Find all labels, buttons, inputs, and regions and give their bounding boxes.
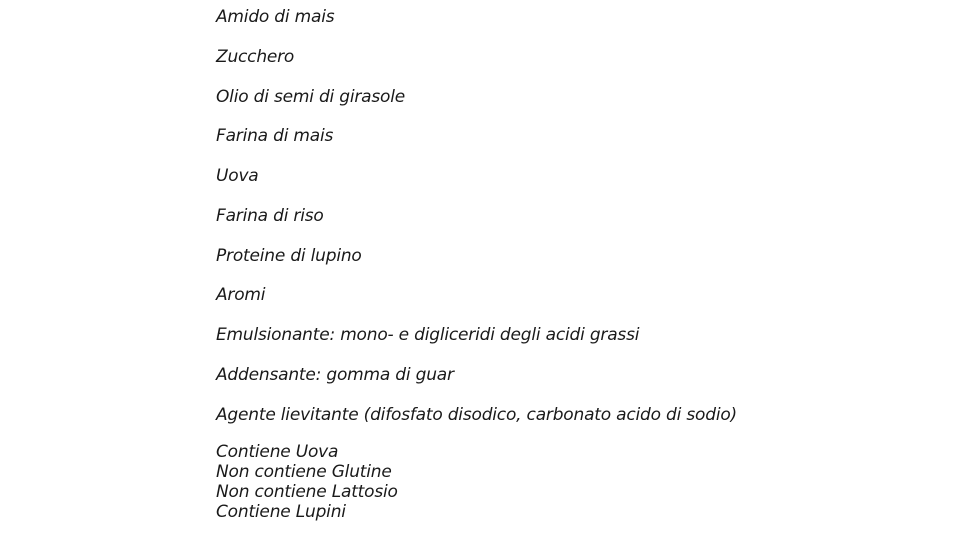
ingredient-item: Emulsionante: mono- e digliceridi degli acidi grassi bbox=[216, 325, 640, 345]
ingredient-item: Addensante: gomma di guar bbox=[216, 364, 454, 385]
ingredient-item: Proteine di lupino bbox=[216, 245, 362, 266]
ingredient-item: Agente lievitante (difosfato disodico, carbonato acido di sodio) bbox=[216, 404, 737, 425]
ingredient-item: Uova bbox=[216, 166, 259, 186]
allergen-info bbox=[216, 442, 398, 522]
allergen-line: Non contiene Lattosio bbox=[216, 482, 398, 502]
allergen-line: Contiene Lupini bbox=[216, 502, 346, 522]
ingredient-item: Farina di mais bbox=[216, 126, 334, 147]
ingredient-item: Aromi bbox=[216, 285, 266, 306]
ingredient-list bbox=[216, 5, 737, 442]
allergen-line: Contiene Uova bbox=[216, 442, 339, 462]
ingredient-item: Farina di riso bbox=[216, 205, 324, 226]
ingredient-item: Olio di semi di girasole bbox=[216, 86, 406, 107]
ingredient-item: Amido di mais bbox=[216, 7, 335, 27]
ingredient-item: Zucchero bbox=[216, 46, 295, 67]
allergen-line: Non contiene Glutine bbox=[216, 462, 392, 482]
